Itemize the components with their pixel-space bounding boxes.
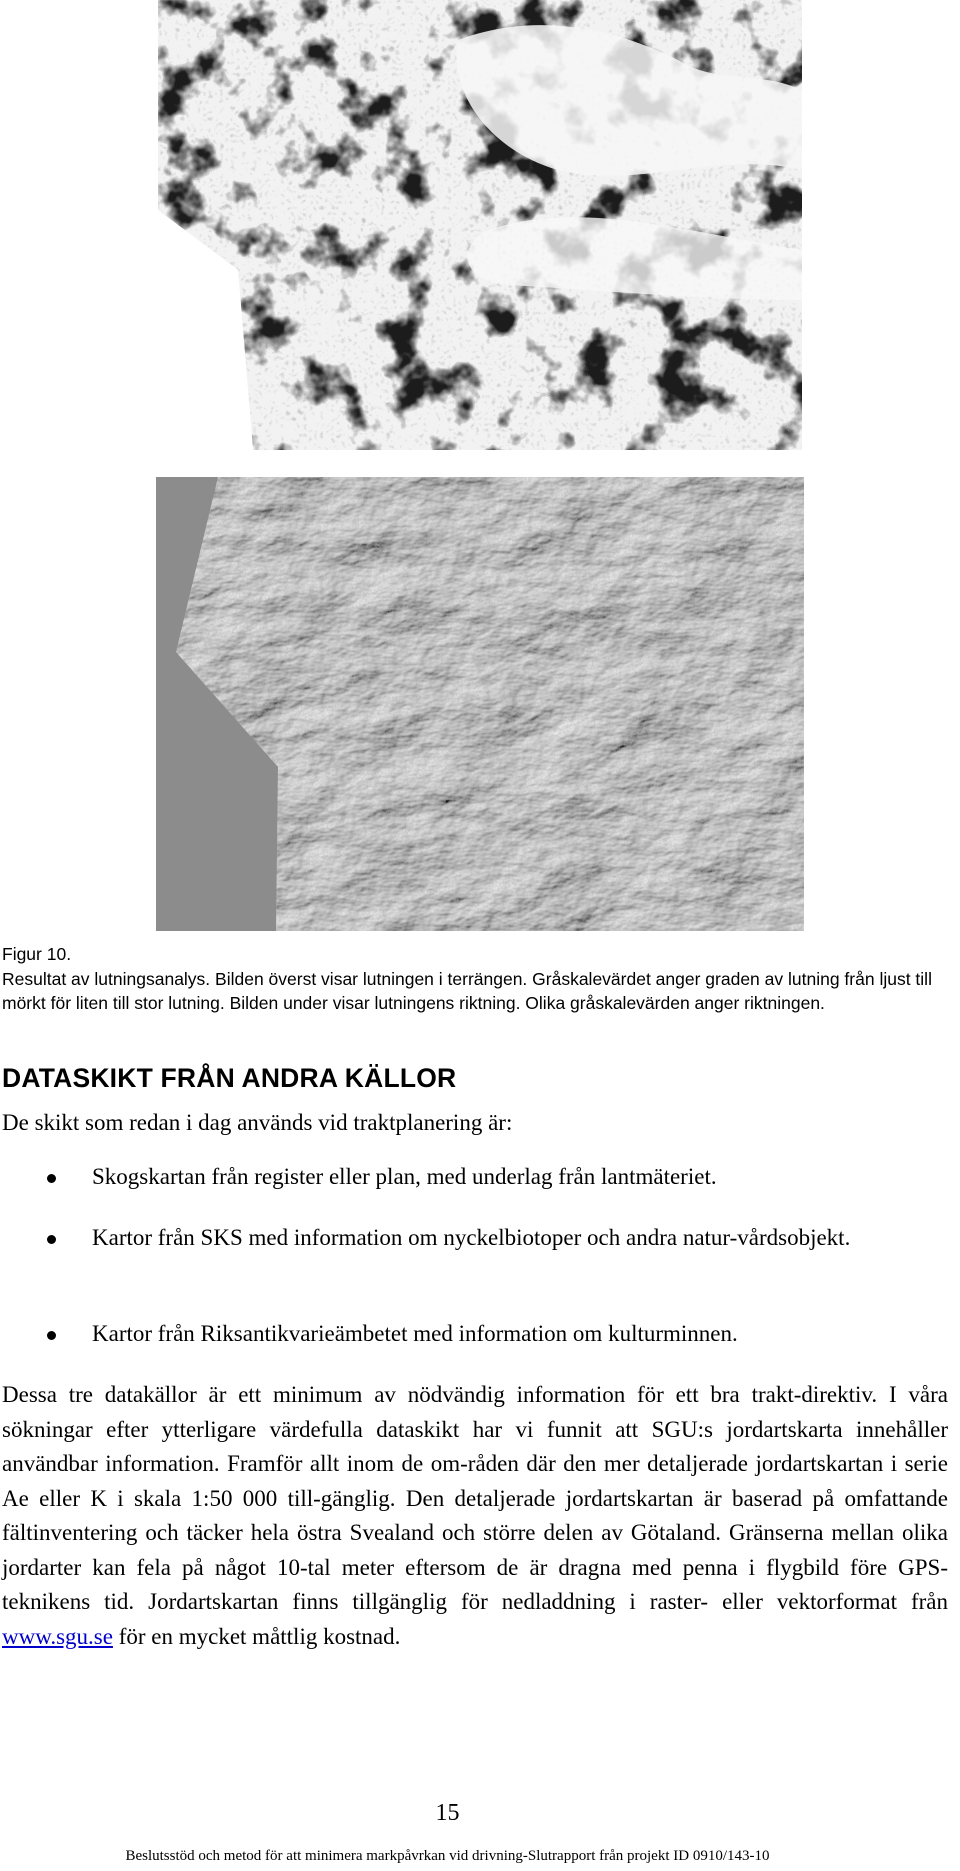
bullet-icon [47, 1331, 56, 1340]
list-item-text: Skogskartan från register eller plan, med underlag från lantmäteriet. [92, 1164, 717, 1189]
page-footer: Beslutsstöd och metod för att minimera markpåvrkan vid drivning-Slutrapport från projekt ID 0910/143-10 [125, 1848, 770, 1864]
figure-caption [2, 942, 952, 1016]
paragraph-text-end: för en mycket måttlig kostnad. [112, 1623, 401, 1649]
figure-caption-text: Resultat av lutningsanalys. Bilden överst visar lutningen i terrängen. Gråskalevärdet anger graden av lutning från ljust till mörkt för liten till stor lutning. Bilden under visar lutningens riktning. Olika gråskalevärden anger riktningen. [2, 968, 932, 1013]
bullet-icon [47, 1235, 56, 1244]
bullet-icon [47, 1174, 56, 1183]
paragraph-text: Dessa tre datakällor är ett minimum av nödvändig information för ett bra trakt-direktiv. I våra sökningar efter ytterligare värdefulla dataskikt har vi funnit att SGU:s jordartskarta innehåller användbar information. Framför allt inom de om-råden där den mer detaljerade jordartskartan i serie Ae eller K i skala 1:50 000 till-gänglig. Den detaljerade jordartskartan är baserad på omfattande fältinventering och täcker hela östra Svealand och större delen av Götaland. Gränserna mellan olika jordarter kan fela på något 10-tal meter eftersom de är dragna med penna i flygbild före GPS-teknikens tid. Jordartskartan finns tillgänglig för nedladdning i raster- eller vektorformat från [2, 1382, 948, 1614]
intro-text: De skikt som redan i dag används vid traktplanering är: [2, 1110, 513, 1135]
body-paragraph [2, 1378, 948, 1654]
section-heading: DATASKIKT FRÅN ANDRA KÄLLOR [2, 1063, 457, 1093]
slope-map-image [158, 0, 802, 450]
page-number: 15 [435, 1800, 460, 1826]
figure-label: Figur 10. [2, 944, 72, 964]
list-item-text: Kartor från Riksantikvarieämbetet med information om kulturminnen. [92, 1321, 738, 1346]
aspect-map-image [156, 477, 804, 931]
list-item-text: Kartor från SKS med information om nyckelbiotoper och andra natur-vårdsobjekt. [92, 1225, 851, 1250]
sgu-link[interactable]: www.sgu.se [2, 1623, 113, 1649]
